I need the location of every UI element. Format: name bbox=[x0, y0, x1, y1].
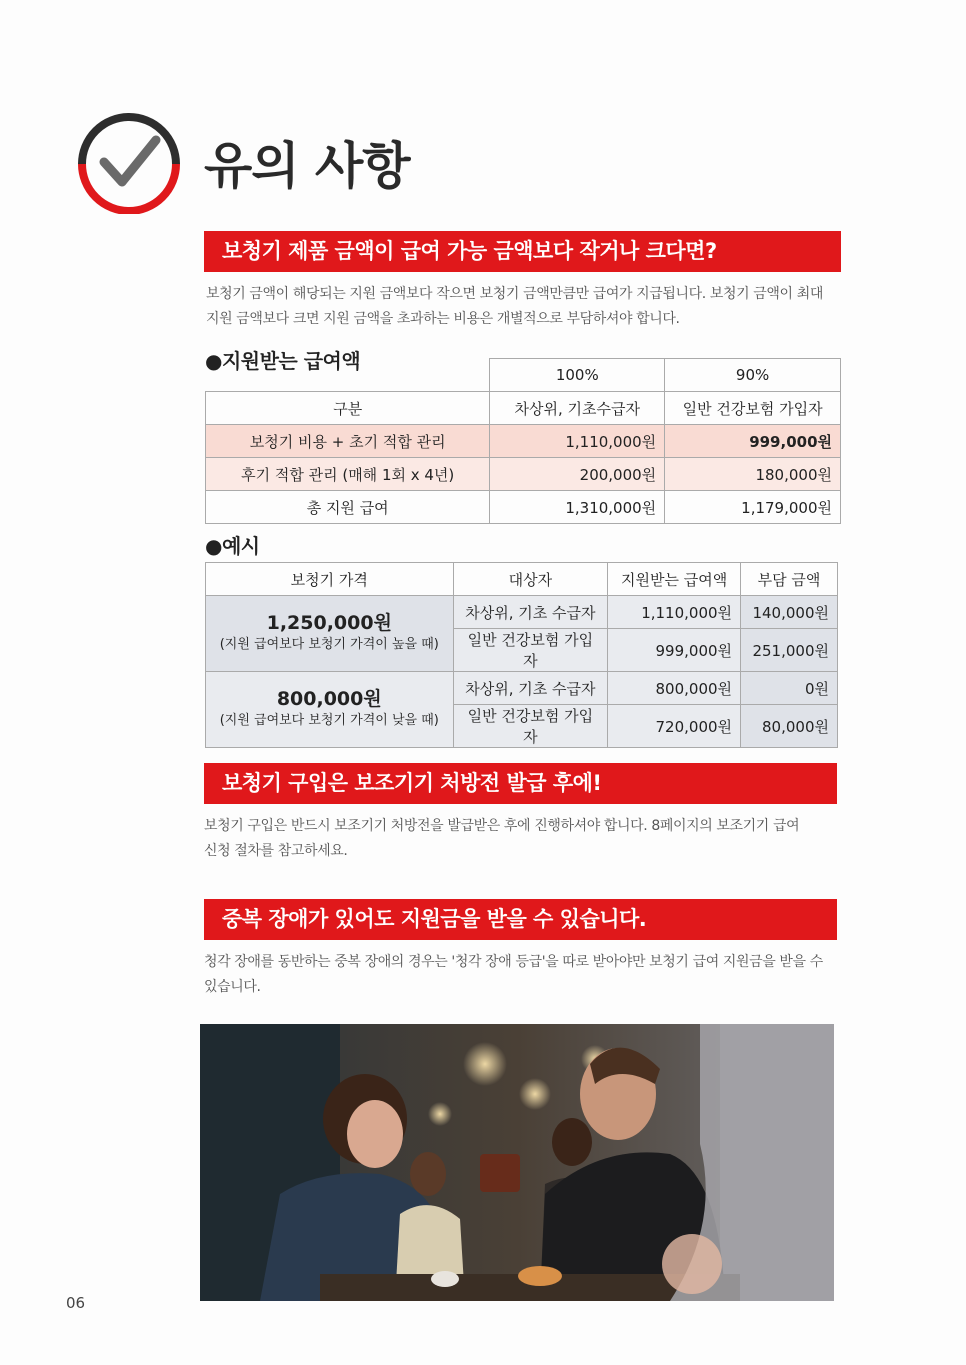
table-header-cell: 대상자 bbox=[453, 563, 608, 596]
page-title: 유의 사항 bbox=[204, 137, 410, 195]
section-body-price bbox=[206, 282, 842, 332]
section-body-prescription bbox=[204, 814, 840, 864]
price-cell bbox=[206, 672, 454, 748]
table-cell: 차상위, 기초 수급자 bbox=[453, 672, 608, 705]
table-cell: 일반 건강보험 가입자 bbox=[453, 629, 608, 672]
table-cell: 999,000원 bbox=[608, 629, 741, 672]
table-cell: 1,110,000원 bbox=[608, 596, 741, 629]
table-header-row bbox=[206, 563, 838, 596]
table-header-cell: 일반 건강보험 가입자 bbox=[665, 392, 841, 425]
table-header-cell: 차상위, 기초수급자 bbox=[490, 392, 665, 425]
body-line: 있습니다. bbox=[204, 979, 261, 995]
title-row bbox=[74, 104, 574, 216]
table-header-cell: 지원받는 급여액 bbox=[608, 563, 741, 596]
example-table bbox=[205, 562, 838, 748]
price-value: 1,250,000원 bbox=[266, 611, 392, 634]
table-cell: 80,000원 bbox=[741, 705, 838, 748]
table-cell: 후기 적합 관리 (매해 1회 x 4년) bbox=[206, 458, 490, 491]
table-header-cell: 보청기 가격 bbox=[206, 563, 454, 596]
price-note: (지원 급여보다 보청기 가격이 낮을 때) bbox=[219, 712, 439, 728]
support-amount-table bbox=[205, 358, 841, 524]
table-cell: 90% bbox=[665, 359, 841, 392]
table-cell: 일반 건강보험 가입자 bbox=[453, 705, 608, 748]
price-value: 800,000원 bbox=[276, 687, 382, 710]
table-cell: 720,000원 bbox=[608, 705, 741, 748]
check-circle-icon bbox=[74, 104, 184, 214]
table-cell: 1,110,000원 bbox=[490, 425, 665, 458]
body-line: 지원 금액보다 크면 지원 금액을 초과하는 비용은 개별적으로 부담하셔야 합니다. bbox=[206, 311, 680, 327]
table-row bbox=[206, 672, 838, 705]
support-table-heading: ●지원받는 급여액 bbox=[205, 349, 361, 373]
table-row bbox=[206, 596, 838, 629]
table-cell: 차상위, 기초 수급자 bbox=[453, 596, 608, 629]
table-cell: 100% bbox=[490, 359, 665, 392]
table-cell: 1,310,000원 bbox=[490, 491, 665, 524]
table-header-cell: 구분 bbox=[206, 392, 490, 425]
section-body-multiple-disability bbox=[204, 950, 840, 1000]
price-note: (지원 급여보다 보청기 가격이 높을 때) bbox=[219, 636, 439, 652]
body-line: 청각 장애를 동반하는 중복 장애의 경우는 '청각 장애 등급'을 따로 받아야만 보청기 급여 지원금을 받을 수 bbox=[204, 954, 823, 970]
price-cell bbox=[206, 596, 454, 672]
table-cell: 0원 bbox=[741, 672, 838, 705]
page-number: 06 bbox=[66, 1294, 86, 1312]
table-row bbox=[206, 425, 841, 458]
table-header-row bbox=[206, 392, 841, 425]
cafe-photo bbox=[200, 1024, 834, 1301]
table-header-cell: 부담 금액 bbox=[741, 563, 838, 596]
section-heading-price: 보청기 제품 금액이 급여 가능 금액보다 작거나 크다면? bbox=[204, 231, 841, 272]
table-row bbox=[206, 458, 841, 491]
table-cell: 800,000원 bbox=[608, 672, 741, 705]
section-heading-multiple-disability: 중복 장애가 있어도 지원금을 받을 수 있습니다. bbox=[204, 899, 837, 940]
table-cell: 보청기 비용 + 초기 적합 관리 bbox=[206, 425, 490, 458]
section-heading-prescription: 보청기 구입은 보조기기 처방전 발급 후에! bbox=[204, 763, 837, 804]
body-line: 보청기 구입은 반드시 보조기기 처방전을 발급받은 후에 진행하셔야 합니다. 8페이지의 보조기기 급여 bbox=[204, 818, 800, 834]
table-cell: 180,000원 bbox=[665, 458, 841, 491]
table-cell: 1,179,000원 bbox=[665, 491, 841, 524]
table-row bbox=[206, 359, 841, 392]
table-cell: 251,000원 bbox=[741, 629, 838, 672]
example-table-heading: ●예시 bbox=[205, 534, 260, 558]
table-cell: 140,000원 bbox=[741, 596, 838, 629]
body-line: 신청 절차를 참고하세요. bbox=[204, 843, 348, 859]
table-cell: 총 지원 급여 bbox=[206, 491, 490, 524]
body-line: 보청기 금액이 해당되는 지원 금액보다 작으면 보청기 금액만큼만 급여가 지급됩니다. 보청기 금액이 최대 bbox=[206, 286, 823, 302]
table-row bbox=[206, 491, 841, 524]
cafe-scene-illustration bbox=[200, 1024, 834, 1301]
table-cell: 999,000원 bbox=[665, 425, 841, 458]
table-cell: 200,000원 bbox=[490, 458, 665, 491]
table-cell bbox=[206, 359, 490, 392]
